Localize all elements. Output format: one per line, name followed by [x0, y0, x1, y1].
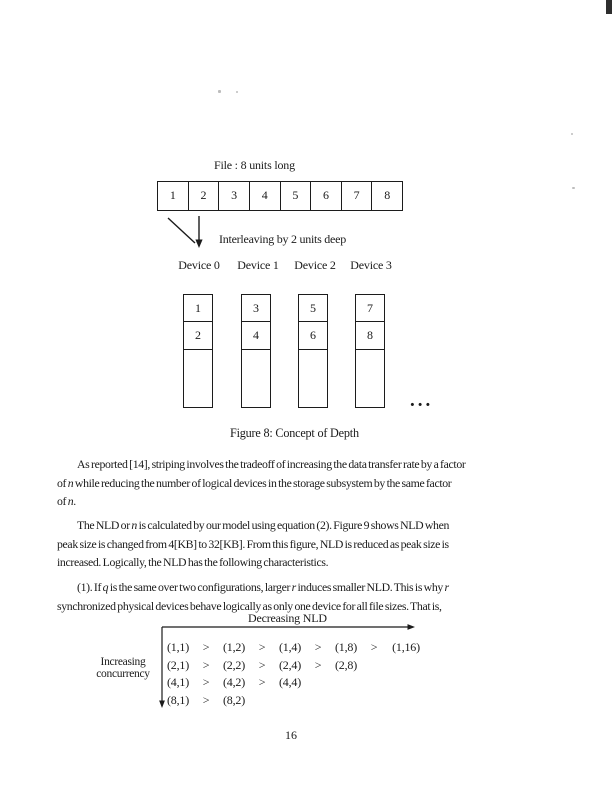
greater-than-sign: > [370, 640, 378, 654]
device-2-column [298, 294, 328, 408]
nld-tuple: (2,2) [223, 657, 245, 672]
nld-y-axis-label-line2: concurrency [96, 667, 150, 680]
device-0-column [183, 294, 213, 408]
file-cell: 3 [218, 182, 249, 210]
file-cell: 8 [371, 182, 402, 210]
nld-tuple: (4,1) [167, 675, 189, 690]
device-cell: 3 [242, 295, 270, 322]
file-strip-title: File : 8 units long [214, 158, 295, 172]
interleave-arrow-icon [162, 213, 208, 255]
page-number: 16 [285, 728, 297, 742]
greater-than-sign: > [202, 657, 210, 672]
nld-tuple: (4,2) [223, 675, 245, 690]
nld-tuple: (2,1) [167, 657, 189, 672]
paragraph [57, 455, 557, 511]
paragraph-line: As reported [14], striping involves the tradeoff of increasing the data transfer rate by a factor [77, 457, 466, 471]
file-cell: 4 [249, 182, 280, 210]
device-1-label: Device 1 [237, 258, 279, 272]
nld-tuple: (1,4) [279, 640, 301, 654]
paragraph-line: The NLD or n is calculated by our model using equation (2). Figure 9 shows NLD when [77, 518, 450, 532]
scan-artifact-bar [606, 0, 612, 14]
device-3-column [355, 294, 385, 408]
device-0-label: Device 0 [178, 258, 220, 272]
greater-than-sign: > [258, 640, 266, 654]
greater-than-sign: > [314, 640, 322, 654]
device-cell: 6 [299, 322, 327, 350]
device-2-label: Device 2 [294, 258, 336, 272]
paragraph-line: increased. Logically, the NLD has the following characteristics. [57, 555, 329, 570]
paragraph-line: (1). If q is the same over two configurations, larger r induces smaller NLD. This is why r [77, 580, 449, 594]
nld-row [162, 657, 426, 675]
figure-caption: Figure 8: Concept of Depth [230, 426, 359, 440]
device-1-column [241, 294, 271, 408]
nld-tuple: (4,4) [279, 675, 301, 690]
nld-y-axis-label [86, 657, 160, 681]
file-cell: 1 [169, 188, 176, 202]
device-cell: 4 [242, 322, 270, 350]
nld-tuple: (8,2) [223, 693, 245, 708]
device-3-label: Device 3 [350, 258, 392, 272]
greater-than-sign: > [258, 657, 266, 672]
interleave-label: Interleaving by 2 units deep [219, 232, 346, 246]
device-cell: 5 [299, 295, 327, 322]
paragraph [57, 516, 557, 572]
nld-matrix [162, 639, 426, 710]
greater-than-sign: > [314, 657, 322, 672]
nld-row [162, 692, 426, 710]
greater-than-sign: > [202, 640, 210, 654]
nld-tuple: (2,8) [335, 657, 357, 672]
paragraph-line: of n while reducing the number of logical devices in the storage subsystem by the same factor [57, 475, 452, 490]
file-strip [157, 181, 403, 211]
paragraph-line: synchronized physical devices behave logically as only one device for all file sizes. That is, [57, 598, 442, 613]
dust-speck [218, 90, 221, 93]
file-cell: 7 [341, 182, 372, 210]
nld-tuple: (1,16) [392, 640, 420, 654]
paragraph-line: peak size is changed from 4[KB] to 32[KB]. From this figure, NLD is reduced as peak size is [57, 536, 449, 551]
dust-speck [236, 91, 238, 93]
dust-speck [572, 187, 575, 189]
greater-than-sign: > [202, 675, 210, 690]
file-cell: 5 [280, 182, 311, 210]
nld-row [162, 674, 426, 692]
device-cell: 2 [184, 322, 212, 350]
file-cell: 2 [188, 182, 219, 210]
device-cell: 1 [184, 295, 212, 322]
greater-than-sign: > [202, 693, 210, 708]
file-cell: 6 [310, 182, 341, 210]
nld-tuple: (1,1) [167, 640, 189, 654]
nld-tuple: (2,4) [279, 657, 301, 672]
nld-row [162, 639, 426, 657]
nld-x-axis-label: Decreasing NLD [248, 611, 327, 625]
paragraph [57, 578, 557, 615]
nld-tuple: (1,2) [223, 640, 245, 654]
nld-tuple: (8,1) [167, 693, 189, 708]
dust-speck [571, 133, 573, 135]
paragraph-line: of n. [57, 494, 76, 509]
greater-than-sign: > [258, 675, 266, 690]
device-cell: 7 [356, 295, 384, 322]
nld-y-axis-label-line1: Increasing [100, 656, 146, 668]
more-devices-ellipsis: ... [410, 390, 434, 411]
device-cell: 8 [356, 322, 384, 350]
nld-tuple: (1,8) [335, 640, 357, 654]
